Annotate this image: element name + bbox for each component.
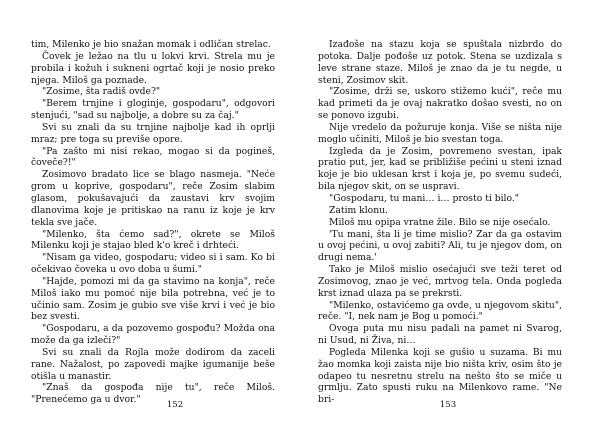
paragraph: "Pa zašto mi nisi rekao, mogao si da pogineš, čoveče?!": [31, 145, 275, 169]
paragraph: Zosimovo bradato lice se blago nasmeja. "Neće grom u koprive, gospodaru", reče Zosim slabim glasom, pokušavajući da zaustavi krv svojim dlanovima koje je pritiskao na ranu iz koje je krv tekla sve jače.: [31, 169, 275, 228]
paragraph: "Gospodaru, tu mani… i… prosto ti bilo.": [329, 192, 519, 204]
right-page: [300, 0, 600, 424]
paragraph: Nije vredelo da požuruje konja. Više se ništa nije moglo učiniti, Miloš je bio svestan toga.: [318, 121, 562, 145]
paragraph: Svi su znali da su trnjine najbolje kad ih oprlji mraz; pre toga su previše opore.: [31, 121, 275, 145]
paragraph: "Milenko, ostavićemo ga ovde, u njegovom skitu", reče. "I, nek nam je Bog u pomoći.": [318, 299, 562, 323]
paragraph: Tako je Miloš mislio osećajući sve teži teret od Zosimovog, znao je već, mrtvog tela. Onda pogleda krst iznad ulaza pa se prekrsti.: [318, 264, 562, 299]
paragraph: "Zosime, drži se, uskoro stižemo kući", reče mu kad primeti da je ovaj nakratko došao svesti, no on se ponovo izgubi.: [318, 86, 562, 122]
page-number: 152: [166, 400, 184, 410]
paragraph: Izgleda da je Zosim, povremeno svestan, ipak pratio put, jer, kad se približiše pećini u steni iznad koje je bio uklesan krst i koja je, po svemu sudeći, bila njegov skit, on se uspravi.: [318, 145, 562, 193]
paragraph: Svi su znali da Rojla može dodirom da zaceli rane. Nažalost, po zapovedi majke igumanije beše otišla u manastir.: [31, 346, 275, 382]
paragraph: "Nisam ga video, gospodaru; video si i sam. Ko bi očekivao čoveka u ovo doba u šumi.": [31, 252, 275, 276]
paragraph: Zatim klonu.: [329, 204, 388, 216]
paragraph: 'Tu mani, šta li je time mislio? Zar da ga ostavim u ovoj pećini, u ovoj zabiti? Ali, tu je njegov dom, on drugi nema.': [318, 228, 562, 264]
paragraph: tim, Milenko je bio snažan momak i odličan strelac.: [31, 39, 271, 50]
paragraph: Ovoga puta mu nisu padali na pamet ni Svarog, ni Usud, ni Živa, ni…: [318, 323, 562, 347]
paragraph: "Berem trnjine i gloginje, gospodaru", odgovori stenjući, "sad su najbolje, a dobre su za čaj.": [31, 98, 275, 122]
paragraph: Izađoše na stazu koja se spuštala nizbrdo do potoka. Dalje pođoše uz potok. Stena se uzdizala s leve strane staze. Miloš je znao da je tu negde, u steni, Zosimov skit.: [318, 39, 562, 86]
page-number: 153: [439, 400, 457, 410]
paragraph: "Gospodaru, a da pozovemo gospođu? Možda ona može da ga izleči?": [31, 323, 275, 347]
left-page-text: [31, 39, 275, 406]
paragraph: Pogleda Milenka koji se gušio u suzama. Bi mu žao momka koji zaista nije bio ništa kriv, osim što je odapeo tu nesretnu strelu na nešto što se miče u grmlju. Zato spusti ruku na Milenkovo rame. "Ne bri-: [318, 346, 562, 406]
paragraph: "Milenko, šta ćemo sad?", okrete se Miloš Milenku koji je stajao bled k'o kreč i drhteći.: [31, 228, 275, 252]
paragraph: "Zosime, šta radiš ovde?": [42, 86, 161, 98]
paragraph: Miloš mu opipa vratne žile. Bilo se nije osećalo.: [329, 216, 551, 228]
paragraph: "Hajde, pomozi mi da ga stavimo na konja", reče Miloš iako mu pomoć nije bila potrebna, već je to učinio sam. Zosim je gubio sve više krvi i već je bio bez svesti.: [31, 275, 275, 323]
paragraph: Čovek je ležao na tlu u lokvi krvi. Strela mu je probila i kožuh i sukneni ogrtač koji je nosio preko njega. Miloš ga poznade.: [31, 50, 275, 86]
right-page-text: [318, 39, 562, 406]
paragraph: "Znaš da gospođa nije tu", reče Miloš. "Prenećemo ga u dvor.": [31, 382, 275, 406]
